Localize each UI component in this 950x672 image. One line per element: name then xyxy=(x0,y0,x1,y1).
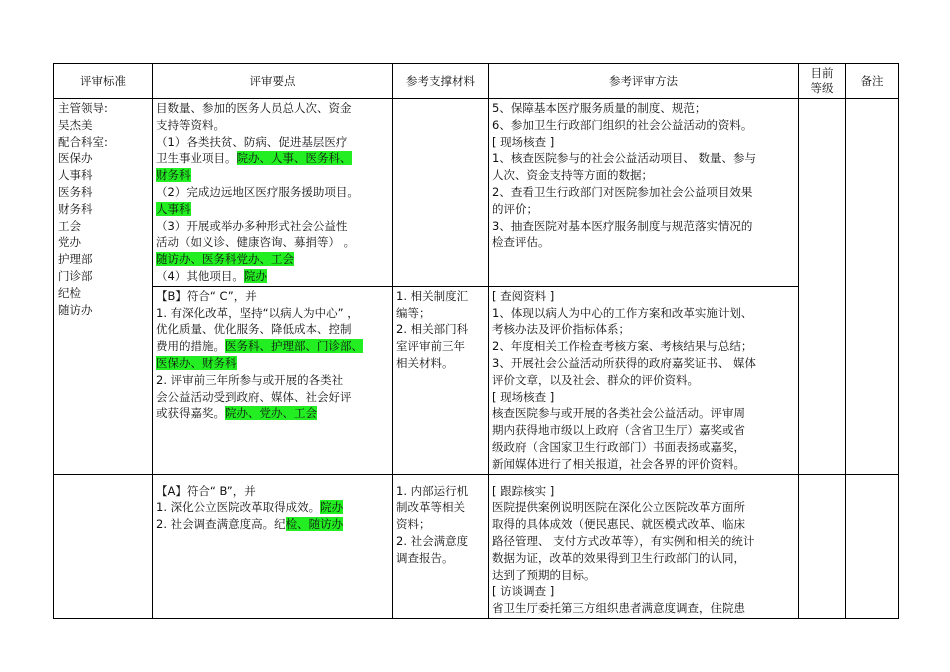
method-line: [ 跟踪核实 ] xyxy=(492,483,555,498)
method-line: 期内获得地市级以上政府（含省卫生厅）嘉奖或省 xyxy=(492,423,745,438)
standard-line: 主管领导: xyxy=(58,101,108,115)
method-line: 新闻媒体进行了相关报道，社会各界的评价资料。 xyxy=(492,456,745,471)
material-line: 编等； xyxy=(396,305,431,320)
points-cell xyxy=(153,474,393,618)
material-line: 资料； xyxy=(396,517,431,532)
point-text: （4）其他项目。 xyxy=(156,268,244,283)
point-line xyxy=(156,201,389,218)
method-line: 省卫生厅委托第三方组织患者满意度调查，住院患 xyxy=(492,601,745,616)
department-highlight: 医务科、护理部、门诊部、 xyxy=(225,339,363,354)
header-current-level: 目前 等级 xyxy=(799,64,846,99)
method-line: [ 查阅资料 ] xyxy=(492,288,555,303)
method-line: 达到了预期的目标。 xyxy=(492,567,596,582)
method-line: 数据为证，改革的效果得到卫生行政部门的认同， xyxy=(492,550,745,565)
standard-line: 配合科室: xyxy=(58,134,108,149)
material-line: 调查报告。 xyxy=(396,550,454,565)
point-text: 活动（如义诊、健康咨询、募捐等） 。 xyxy=(156,235,356,250)
header-remarks: 备注 xyxy=(846,64,899,99)
point-text: 1. 有深化改革，坚持“以病人为中心” ， xyxy=(156,305,359,320)
point-line xyxy=(156,305,389,322)
standard-line: 纪检 xyxy=(58,285,81,300)
point-text: 优化质量、优化服务、降低成本、控制 xyxy=(156,322,352,337)
remarks-cell xyxy=(846,474,899,618)
point-text: 2. 评审前三年所参与或开展的各类社 xyxy=(156,372,344,387)
point-line xyxy=(156,167,389,184)
standard-line: 护理部 xyxy=(58,252,93,267)
method-line: 检查评估。 xyxy=(492,235,550,250)
methods-cell xyxy=(489,474,799,618)
method-line: [ 访谈调查 ] xyxy=(492,584,555,599)
header-materials: 参考支撑材料 xyxy=(393,64,489,99)
method-line: 3、抽查医院对基本医疗服务制度与规范落实情况的 xyxy=(492,218,753,233)
standard-line: 党办 xyxy=(58,235,81,250)
methods-cell xyxy=(489,286,799,474)
point-text: （2）完成边远地区医疗服务援助项目。 xyxy=(156,184,359,199)
standard-line: 随访办 xyxy=(58,302,93,317)
standard-line: 人事科 xyxy=(58,168,93,183)
point-line xyxy=(156,184,389,201)
point-text: 或获得嘉奖。 xyxy=(156,406,225,421)
point-line xyxy=(156,405,389,422)
point-line xyxy=(156,218,389,235)
current-level-cell xyxy=(799,99,846,475)
method-line: 5、保障基本医疗服务质量的制度、规范； xyxy=(492,101,707,115)
table-row xyxy=(54,99,899,287)
department-highlight: 检、随访办 xyxy=(285,517,344,532)
point-line xyxy=(156,321,389,338)
header-points: 评审要点 xyxy=(153,64,393,99)
point-line xyxy=(156,483,389,500)
standard-line: 财务科 xyxy=(58,201,93,216)
evaluation-table xyxy=(53,63,899,619)
point-text: 2. 社会调查满意度高。纪 xyxy=(156,517,286,532)
point-line xyxy=(156,251,389,268)
current-level-cell xyxy=(799,474,846,618)
point-line xyxy=(156,288,389,305)
department-highlight: 人事科 xyxy=(156,201,191,216)
method-line: 1、核查医院参与的社会公益活动项目、 数量、参与 xyxy=(492,151,756,166)
method-line: 2、年度相关工作检查考核方案、考核结果与总结； xyxy=(492,339,753,354)
point-text: （3）开展或举办多种形式社会公益性 xyxy=(156,218,348,233)
method-line: 取得的具体成效（便民惠民、就医模式改革、临床 xyxy=(492,517,745,532)
department-highlight: 随访办、医务科党办、工会 xyxy=(156,252,294,267)
points-cell xyxy=(153,99,393,287)
standard-cell xyxy=(54,99,153,475)
method-line: 评价文章，以及社会、群众的评价资料。 xyxy=(492,372,699,387)
department-highlight: 院办 xyxy=(243,268,267,283)
method-line: 考核办法及评价指标体系； xyxy=(492,322,630,337)
material-line: 相关材料。 xyxy=(396,355,454,370)
method-line: 核查医院参与或开展的各类社会公益活动。评审周 xyxy=(492,406,745,421)
header-row xyxy=(54,64,899,99)
point-text: （1）各类扶贫、防病、促进基层医疗 xyxy=(156,134,348,149)
method-line: 路径管理、 支付方式改革等），有实例和相关的统计 xyxy=(492,533,755,548)
material-line: 制改革等相关 xyxy=(396,500,465,515)
point-line xyxy=(156,338,389,355)
material-line: 1. 相关制度汇 xyxy=(396,288,469,303)
materials-cell xyxy=(393,474,489,618)
material-line: 2. 社会满意度 xyxy=(396,533,469,548)
method-line: [ 现场核查 ] xyxy=(492,389,555,404)
standard-line: 工会 xyxy=(58,218,81,233)
method-line: 2、查看卫生行政部门对医院参加社会公益项目效果 xyxy=(492,184,753,199)
standard-line: 医务科 xyxy=(58,184,93,199)
point-line xyxy=(156,117,389,134)
method-line: 1、体现以病人为中心的工作方案和改革实施计划、 xyxy=(492,305,753,320)
point-line xyxy=(156,268,389,285)
point-text: 会公益活动受到政府、媒体、社会好评 xyxy=(156,389,352,404)
material-line: 2. 相关部门科 xyxy=(396,322,469,337)
method-line: 的评价； xyxy=(492,201,538,216)
remarks-cell xyxy=(846,99,899,475)
materials-cell xyxy=(393,286,489,474)
point-text: 支持等资料。 xyxy=(156,117,225,132)
methods-cell xyxy=(489,99,799,287)
method-line: 6、参加卫生行政部门组织的社会公益活动的资料。 xyxy=(492,117,753,132)
point-text: 【A】符合“ B”，并 xyxy=(156,483,256,498)
table-row xyxy=(54,286,899,474)
standard-line: 医保办 xyxy=(58,151,93,166)
header-standard: 评审标准 xyxy=(54,64,153,99)
department-highlight: 医保办、财务科 xyxy=(156,355,237,370)
point-line xyxy=(156,389,389,406)
method-line: [ 现场核查 ] xyxy=(492,134,555,149)
point-line xyxy=(156,499,389,516)
department-highlight: 院办 xyxy=(320,500,344,515)
method-line: 3、开展社会公益活动所获得的政府嘉奖证书、 媒体 xyxy=(492,355,756,370)
standard-line: 门诊部 xyxy=(58,268,93,283)
point-text: 费用的措施。 xyxy=(156,339,225,354)
method-line: 医院提供案例说明医院在深化公立医院改革方面所 xyxy=(492,500,745,515)
material-line: 1. 内部运行机 xyxy=(396,483,469,498)
standard-line: 吴杰美 xyxy=(58,117,93,132)
department-highlight: 院办、人事、医务科、 xyxy=(236,151,352,166)
point-line xyxy=(156,134,389,151)
point-text: 目数量、参加的医务人员总人次、资金 xyxy=(156,101,352,115)
table-row xyxy=(54,474,899,618)
point-line xyxy=(156,150,389,167)
standard-cell xyxy=(54,474,153,618)
point-line xyxy=(156,234,389,251)
department-highlight: 院办、党办、工会 xyxy=(225,406,317,421)
point-line xyxy=(156,100,389,117)
department-highlight: 财务科 xyxy=(156,168,191,183)
point-text: 1. 深化公立医院改革取得成效。 xyxy=(156,500,321,515)
header-methods: 参考评审方法 xyxy=(489,64,799,99)
point-line xyxy=(156,516,389,533)
points-cell xyxy=(153,286,393,474)
method-line: 人次、资金支持等方面的数据； xyxy=(492,168,653,183)
method-line: 级政府（含国家卫生行政部门）书面表扬或嘉奖， xyxy=(492,439,745,454)
point-line xyxy=(156,355,389,372)
point-text: 【B】符合“ C”，并 xyxy=(156,288,257,303)
materials-cell xyxy=(393,99,489,287)
point-line xyxy=(156,372,389,389)
point-text: 卫生事业项目。 xyxy=(156,151,237,166)
material-line: 室评审前三年 xyxy=(396,339,465,354)
